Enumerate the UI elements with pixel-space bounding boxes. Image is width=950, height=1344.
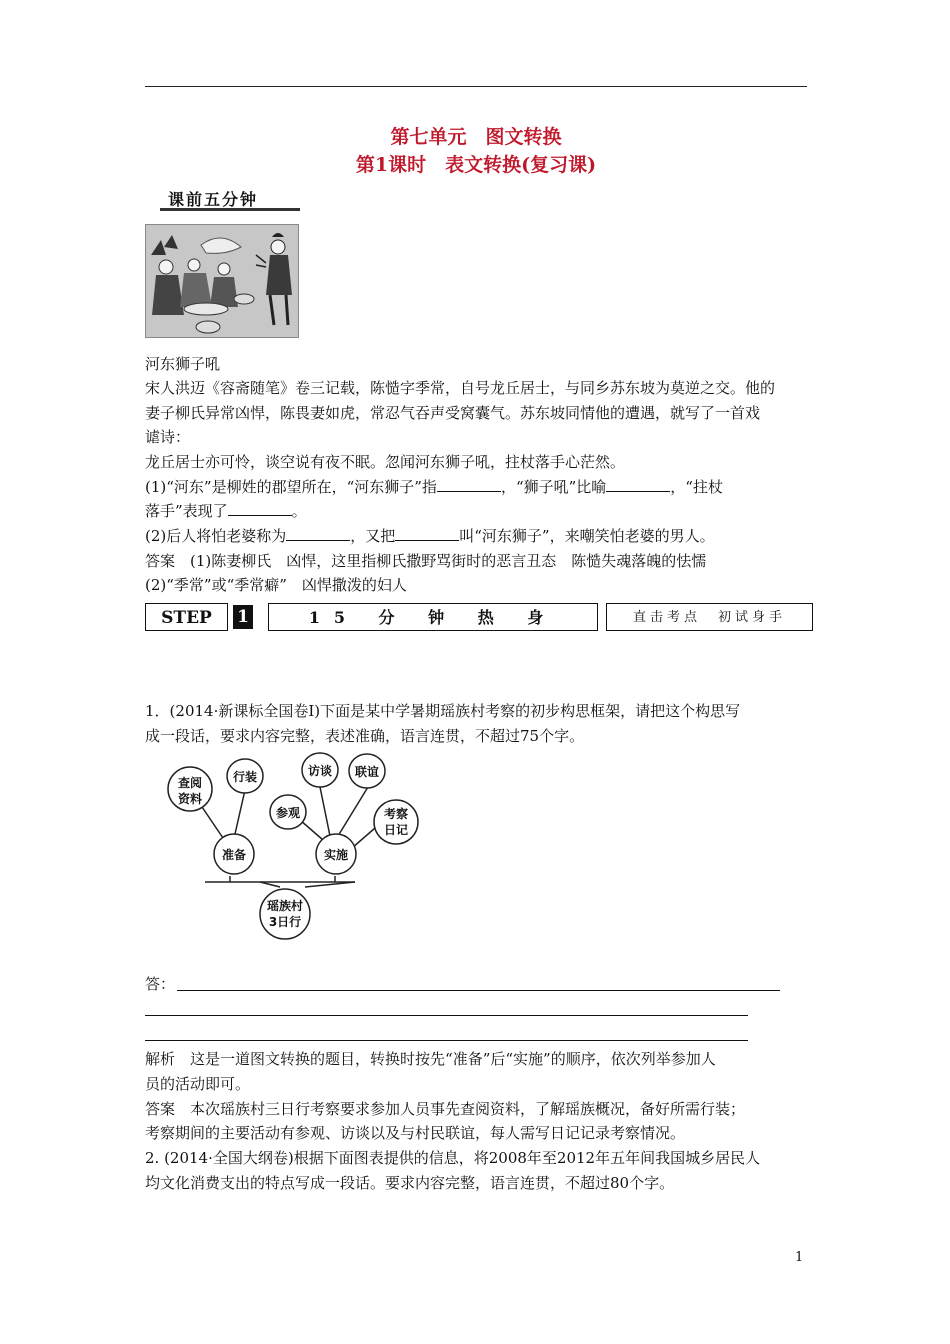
- node-text: 资料: [177, 792, 203, 806]
- answer-text: (1)陈妻柳氏 凶悍，这里指柳氏撒野骂街时的恶言丑态 陈慥失魂落魄的怯懦: [190, 552, 707, 570]
- analysis-text: 这是一道图文转换的题目，转换时按先“准备”后“实施”的顺序，依次列举参加人: [190, 1050, 716, 1068]
- question-2-line: [145, 524, 815, 549]
- exercise-1-line2: 成一段话，要求内容完整，表述准确，语言连贯，不超过75个字。: [145, 727, 585, 745]
- unit-title: 第七单元 图文转换: [390, 126, 562, 148]
- warmup-answer-line2: (2)“季常”或“季常癖” 凶悍撒泼的妇人: [145, 576, 407, 594]
- q2-text-b: ，又把: [350, 527, 396, 545]
- node-text: 联谊: [354, 765, 380, 779]
- story-para-line2: 妻子柳氏异常凶悍，陈畏妻如虎，常忍气吞声受窝囊气。苏东坡同情他的遭遇，就写了一首戏: [145, 404, 761, 422]
- node-text: 准备: [221, 848, 247, 862]
- question-1-line2: [145, 499, 815, 524]
- q1-text-d: 落手”表现了: [145, 502, 228, 520]
- exercise-2-line2: 均文化消费支出的特点写成一段话。要求内容完整，语言连贯，不超过80个字。: [145, 1174, 675, 1192]
- story-para-line3: 谑诗：: [145, 428, 191, 446]
- story-heading: 河东狮子吼: [145, 355, 221, 373]
- answer-line[interactable]: [177, 990, 780, 991]
- answer-blank[interactable]: [437, 477, 501, 492]
- exercise-1-answer-line2: 考察期间的主要活动有参观、访谈以及与村民联谊，每人需写日记记录考察情况。: [145, 1124, 686, 1142]
- q1-text-e: 。: [291, 502, 307, 520]
- q2-text-a: (2)后人将怕老婆称为: [145, 527, 287, 545]
- warmup-answer-line1: [145, 549, 815, 574]
- step-banner: [145, 603, 813, 633]
- question-1-line1: [145, 475, 815, 500]
- step-number: 1: [233, 605, 253, 629]
- node-text: 参观: [275, 806, 301, 820]
- story-illustration: [145, 224, 299, 338]
- answer-blank[interactable]: [286, 526, 350, 541]
- answer-line[interactable]: [145, 1040, 748, 1041]
- answer-line[interactable]: [145, 1015, 748, 1016]
- q2-text-c: 叫“河东狮子”，来嘲笑怕老婆的男人。: [459, 527, 715, 545]
- q1-text-c: ，“拄杖: [670, 478, 723, 496]
- node-text: 瑶族村: [266, 899, 304, 913]
- answer-prompt: 答：: [145, 975, 176, 993]
- poem: 龙丘居士亦可怜，谈空说有夜不眠。忽闻河东狮子吼，拄杖落手心茫然。: [145, 453, 626, 471]
- answer-label: 答案: [145, 1100, 176, 1118]
- node-text: 查阅: [177, 776, 203, 790]
- q1-text-a: (1)“河东”是柳姓的郡望所在，“河东狮子”指: [145, 478, 437, 496]
- analysis-line1: [145, 1047, 815, 1072]
- exercise-2-line1: 2. (2014·全国大纲卷)根据下面图表提供的信息，将2008年至2012年五年间我国城乡居民人: [145, 1149, 761, 1167]
- node-text: 3日行: [268, 915, 302, 929]
- analysis-line2: 员的活动即可。: [145, 1075, 251, 1093]
- answer-blank[interactable]: [606, 477, 670, 492]
- lesson-title: 第1课时 表文转换(复习课): [355, 154, 597, 176]
- section-badge: 课前五分钟: [160, 187, 300, 211]
- step-label: STEP: [145, 603, 228, 631]
- answer-blank[interactable]: [228, 501, 292, 516]
- header-rule: [145, 86, 807, 87]
- answer-blank[interactable]: [395, 526, 459, 541]
- answer-label: 答案: [145, 552, 176, 570]
- node-text: 访谈: [307, 764, 333, 778]
- page-number: 1: [795, 1250, 804, 1265]
- answer-text: 本次瑶族村三日行考察要求参加人员事先查阅资料，了解瑶族概况，备好所需行装；: [190, 1100, 746, 1118]
- story-para-line1: 宋人洪迈《容斋随笔》卷三记载，陈慥字季常，自号龙丘居士，与同乡苏东坡为莫逆之交。他的: [145, 379, 776, 397]
- node-text: 日记: [383, 823, 409, 837]
- analysis-label: 解析: [145, 1050, 176, 1068]
- node-text: 实施: [323, 848, 349, 862]
- node-text: 行装: [232, 770, 258, 784]
- q1-text-b: ，“狮子吼”比喻: [500, 478, 607, 496]
- exercise-1-answer-line1: [145, 1097, 815, 1122]
- concept-diagram: [160, 752, 425, 952]
- step-title: 15 分 钟 热 身: [268, 603, 598, 631]
- node-text: 考察: [383, 807, 409, 821]
- step-subtitle: 直击考点 初试身手: [606, 603, 813, 631]
- exercise-1-line1: 1．(2014·新课标全国卷Ⅰ)下面是某中学暑期瑶族村考察的初步构思框架，请把这个构思写: [145, 702, 741, 720]
